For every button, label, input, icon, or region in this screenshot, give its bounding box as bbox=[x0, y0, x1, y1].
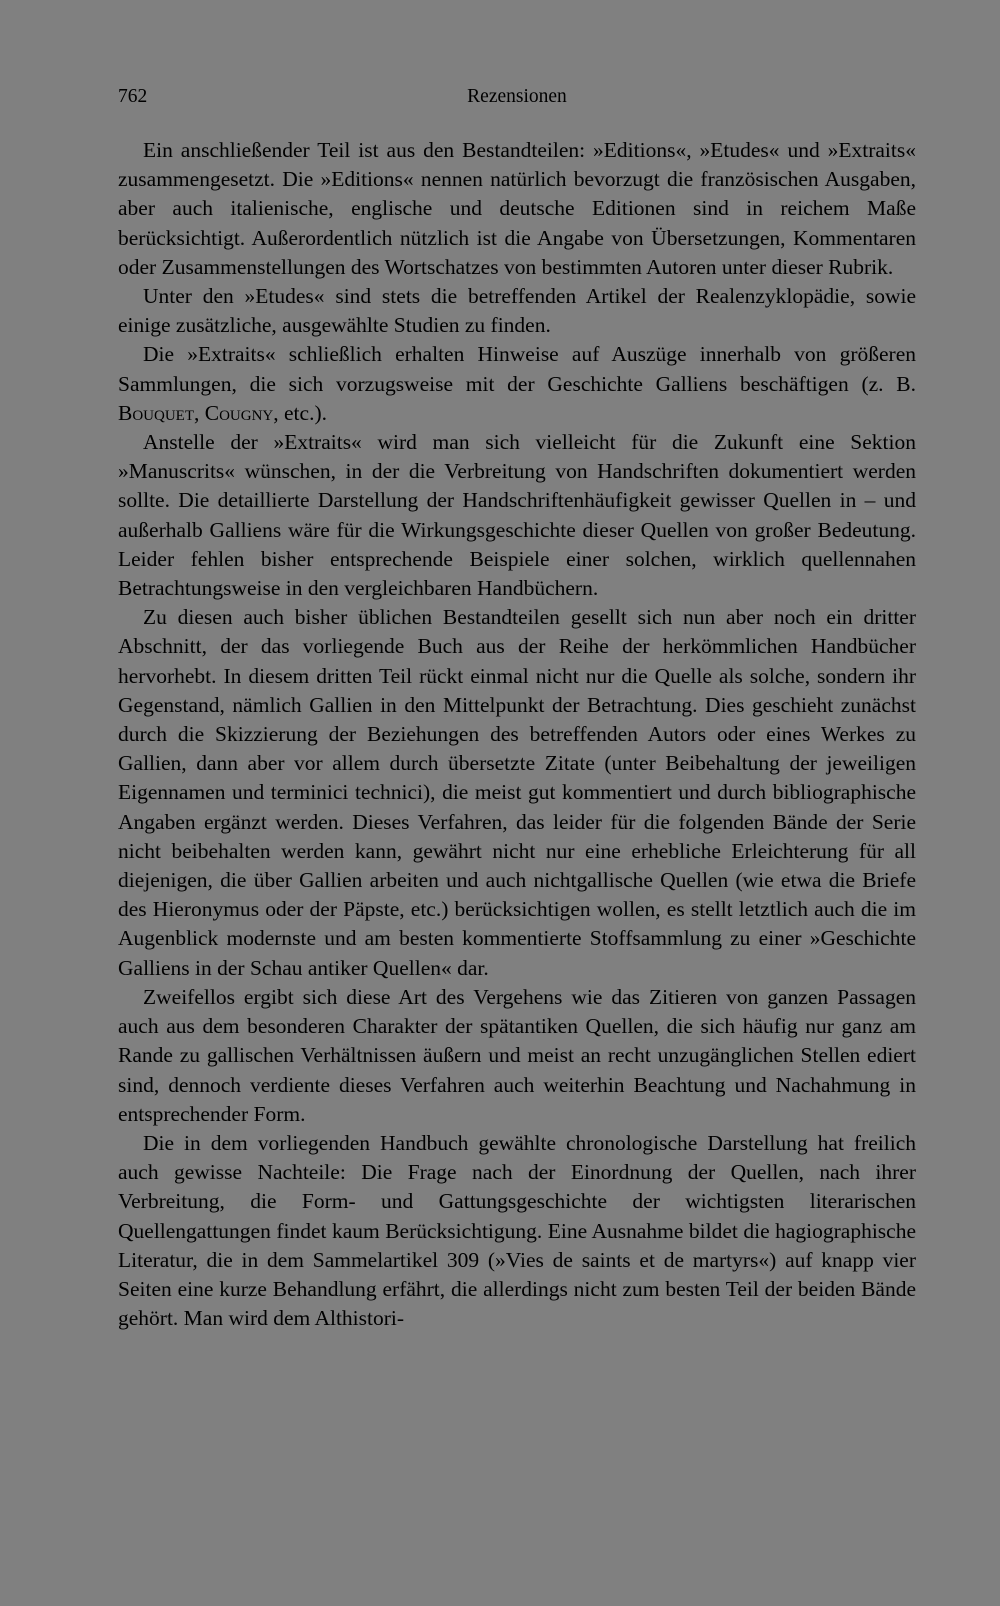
page-number: 762 bbox=[118, 86, 148, 107]
paragraph-text: Die in dem vorliegenden Handbuch gewählte chronologische Darstellung hat freilich auch gewisse Nachteile: Die Frage nach der Einordnung der Quellen, nach ihrer Verbreitung, die Form- und Gattungsgeschichte der wichtigsten literarischen Quellengattungen findet kaum Berücksichtigung. Eine Ausnahme bildet die hagiographische Literatur, die in dem Sammelartikel 309 (»Vies de saints et de martyrs«) auf knapp vier Seiten eine kurze Behandlung erfährt, die allerdings nicht zum besten Teil der beiden Bände gehört. Man wird dem Althistori- bbox=[118, 1130, 916, 1331]
running-head bbox=[118, 80, 916, 114]
paragraph-text: , bbox=[194, 400, 205, 425]
paragraph-text: Ein anschließender Teil ist aus den Bestandteilen: »Editions«, »Etudes« und »Extraits« zusammengesetzt. Die »Editions« nennen natürlich bevorzugt die französischen Ausgaben, aber auch italienische, englische und deutsche Editionen sind in reichem Maße berücksichtigt. Außerordentlich nützlich ist die Angabe von Übersetzungen, Kommentaren oder Zusammenstellungen des Wortschatzes von bestimmten Autoren unter dieser Rubrik. bbox=[118, 138, 916, 279]
paragraph-text: Unter den »Etudes« sind stets die betreffenden Artikel der Realenzyklopädie, sowie einige zusätzliche, ausgewählte Studien zu finden. bbox=[118, 284, 916, 338]
paragraph-4 bbox=[118, 428, 916, 603]
paragraph-7 bbox=[118, 1129, 916, 1333]
paragraph-1 bbox=[118, 136, 916, 282]
paragraph-2 bbox=[118, 282, 916, 340]
paragraph-text: Anstelle der »Extraits« wird man sich vielleicht für die Zukunft eine Sektion »Manuscrits« wünschen, in der die Verbreitung von Handschriften dokumentiert werden sollte. Die detaillierte Darstellung der Handschriftenhäufigkeit gewisser Quellen in – und außerhalb Galliens wäre für die Wirkungsgeschichte dieser Quellen von großer Bedeutung. Leider fehlen bisher entsprechende Beispiele einer solchen, wirklich quellennahen Betrachtungsweise in den vergleichbaren Handbüchern. bbox=[118, 430, 916, 601]
author-name-small-caps: Cougny bbox=[204, 400, 274, 425]
body-text bbox=[118, 136, 916, 1333]
paragraph-text: Zweifellos ergibt sich diese Art des Vergehens wie das Zitieren von ganzen Passagen auch aus dem besonderen Charakter der spätantiken Quellen, die sich häufig nur ganz am Rande zu gallischen Verhältnissen äußern und meist an recht unzugänglichen Stellen ediert sind, dennoch verdiente dieses Verfahren auch weiterhin Beachtung und Nachahmung in entsprechender Form. bbox=[118, 984, 916, 1126]
author-name-small-caps: Bouquet bbox=[118, 400, 194, 425]
paragraph-text: , etc.). bbox=[273, 400, 327, 425]
paragraph-5 bbox=[118, 603, 916, 983]
document-page bbox=[118, 80, 916, 1333]
paragraph-text: Die »Extraits« schließlich erhalten Hinweise auf Auszüge innerhalb von größeren Sammlungen, die sich vorzugsweise mit der Geschichte Galliens beschäftigen (z. B. bbox=[118, 342, 916, 396]
paragraph-text: Zu diesen auch bisher üblichen Bestandteilen gesellt sich nun aber noch ein dritter Abschnitt, der das vorliegende Buch aus der Reihe der herkömmlichen Handbücher hervorhebt. In diesem dritten Teil rückt einmal nicht nur die Quelle als solche, sondern ihr Gegenstand, nämlich Gallien in den Mittelpunkt der Betrachtung. Dies geschieht zunächst durch die Skizzierung der Beziehungen des betreffenden Autors oder eines Werkes zu Gallien, dann aber vor allem durch übersetzte Zitate (unter Beibehaltung der jeweiligen Eigennamen und terminici technici), die meist gut kommentiert und durch bibliographische Angaben ergänzt werden. Dieses Verfahren, das leider für die folgenden Bände der Serie nicht beibehalten werden kann, gewährt nicht nur eine erhebliche Erleichterung für all diejenigen, die über Gallien arbeiten und auch nichtgallische Quellen (wie etwa die Briefe des Hieronymus oder der Päpste, etc.) berücksichtigen wollen, es stellt letztlich auch die im Augenblick modernste und am besten kommentierte Stoffsammlung zu einer »Geschichte Galliens in der Schau antiker Quellen« dar. bbox=[118, 605, 916, 980]
paragraph-3 bbox=[118, 340, 916, 428]
running-head-title: Rezensionen bbox=[467, 86, 567, 107]
paragraph-6 bbox=[118, 983, 916, 1129]
